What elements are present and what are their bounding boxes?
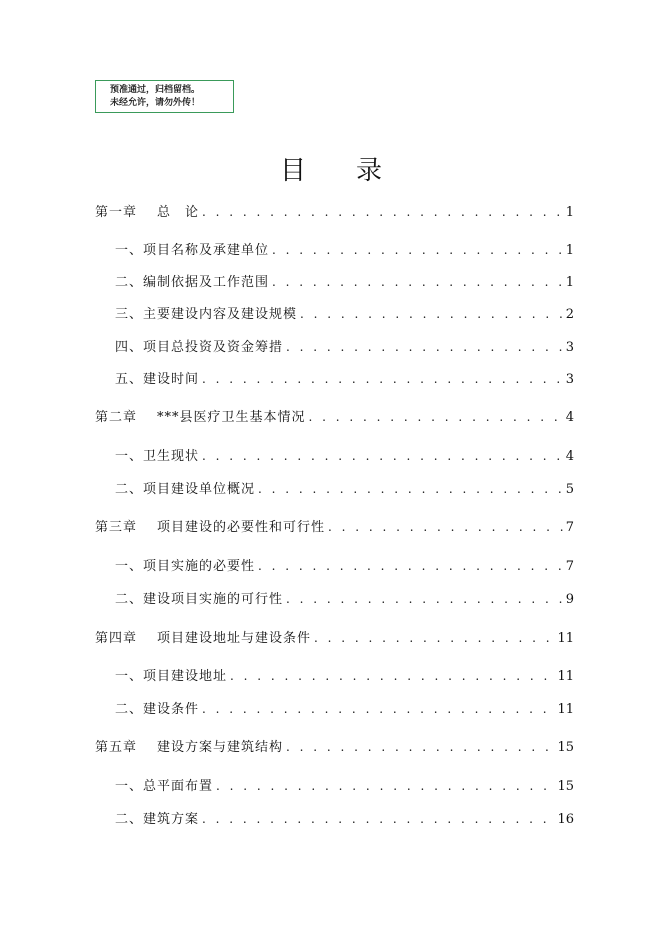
toc-chapter-3[interactable]: [95, 517, 574, 537]
page-number: 7: [565, 520, 574, 535]
chapter-title: ***县医疗卫生基本情况: [157, 410, 306, 425]
chapter-number: 第一章: [95, 205, 138, 220]
dot-leader: [328, 517, 563, 537]
page-number: 4: [565, 410, 574, 425]
dot-leader: [202, 809, 554, 829]
toc-chapter-4[interactable]: [95, 628, 574, 648]
section-title: 二、建筑方案: [115, 812, 200, 827]
page-number: 1: [565, 205, 574, 220]
page-number: 11: [557, 669, 574, 684]
section-title: 一、总平面布置: [115, 779, 214, 794]
page-number: 1: [565, 243, 574, 258]
page-number: 9: [565, 592, 574, 607]
dot-leader: [216, 776, 554, 796]
section-title: 五、建设时间: [115, 372, 200, 387]
toc-chapter-1[interactable]: [95, 202, 574, 222]
toc-chapter-5[interactable]: [95, 737, 574, 757]
toc-section[interactable]: [115, 446, 574, 466]
stamp-line-2: 未经允许，请勿外传！: [110, 98, 201, 108]
dot-leader: [202, 202, 563, 222]
section-title: 一、项目建设地址: [115, 669, 228, 684]
toc-section[interactable]: [115, 240, 574, 260]
toc-section[interactable]: [115, 304, 574, 324]
toc-section[interactable]: [115, 369, 574, 389]
page-number: 3: [565, 372, 574, 387]
chapter-number: 第五章: [95, 740, 138, 755]
dot-leader: [314, 628, 554, 648]
toc-section[interactable]: [115, 809, 574, 829]
dot-leader: [286, 737, 554, 757]
page-number: 15: [557, 779, 574, 794]
page-number: 1: [565, 275, 574, 290]
page-number: 7: [565, 559, 574, 574]
chapter-number: 第二章: [95, 410, 138, 425]
dot-leader: [258, 556, 563, 576]
page-number: 16: [557, 812, 574, 827]
toc-section[interactable]: [115, 589, 574, 609]
approval-stamp: [95, 80, 234, 113]
chapter-title: 总 论: [157, 205, 200, 220]
chapter-title: 项目建设的必要性和可行性: [157, 520, 326, 535]
dot-leader: [230, 666, 554, 686]
stamp-line-1: 预准通过，归档留档。: [110, 85, 201, 95]
toc-section[interactable]: [115, 479, 574, 499]
page-title: 目录: [279, 156, 432, 186]
page-number: 15: [557, 740, 574, 755]
toc-section[interactable]: [115, 337, 574, 357]
dot-leader: [272, 240, 563, 260]
chapter-title: 建设方案与建筑结构: [157, 740, 284, 755]
page-number: 5: [565, 482, 574, 497]
dot-leader: [309, 407, 563, 427]
page-number: 4: [565, 449, 574, 464]
chapter-number: 第三章: [95, 520, 138, 535]
dot-leader: [286, 337, 563, 357]
dot-leader: [202, 699, 554, 719]
toc-chapter-2[interactable]: [95, 407, 574, 427]
section-title: 二、编制依据及工作范围: [115, 275, 270, 290]
section-title: 二、建设条件: [115, 702, 200, 717]
dot-leader: [300, 304, 563, 324]
section-title: 一、项目名称及承建单位: [115, 243, 270, 258]
chapter-number: 第四章: [95, 631, 138, 646]
page-number: 11: [557, 702, 574, 717]
page-number: 2: [565, 307, 574, 322]
dot-leader: [286, 589, 563, 609]
section-title: 三、主要建设内容及建设规模: [115, 307, 298, 322]
dot-leader: [202, 369, 563, 389]
section-title: 二、建设项目实施的可行性: [115, 592, 284, 607]
dot-leader: [202, 446, 563, 466]
section-title: 二、项目建设单位概况: [115, 482, 256, 497]
dot-leader: [258, 479, 563, 499]
dot-leader: [272, 272, 563, 292]
chapter-title: 项目建设地址与建设条件: [157, 631, 312, 646]
toc-section[interactable]: [115, 556, 574, 576]
toc-section[interactable]: [115, 272, 574, 292]
toc-section[interactable]: [115, 699, 574, 719]
toc-section[interactable]: [115, 776, 574, 796]
section-title: 四、项目总投资及资金筹措: [115, 340, 284, 355]
section-title: 一、卫生现状: [115, 449, 200, 464]
section-title: 一、项目实施的必要性: [115, 559, 256, 574]
page-number: 11: [557, 631, 574, 646]
toc-section[interactable]: [115, 666, 574, 686]
page-number: 3: [565, 340, 574, 355]
